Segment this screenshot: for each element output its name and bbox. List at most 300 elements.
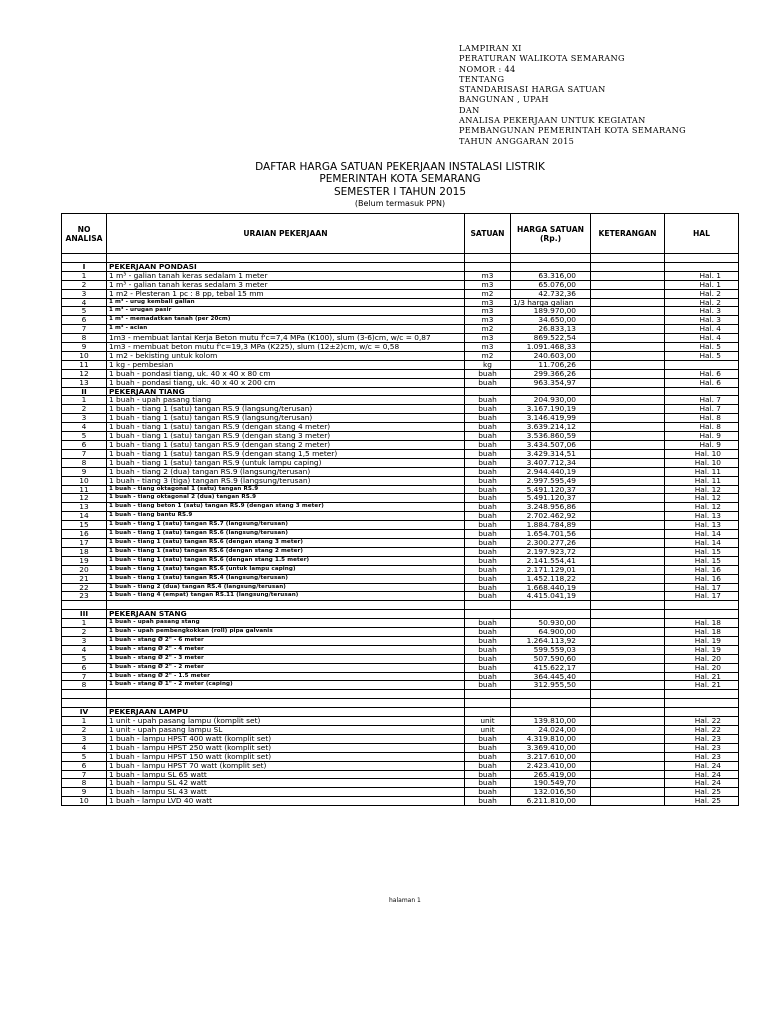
item-unit: buah — [465, 530, 511, 539]
table-row — [62, 628, 739, 637]
item-page-ref: Hal. 22 — [665, 725, 739, 734]
item-note — [591, 378, 665, 387]
table-row — [62, 547, 739, 556]
item-page-ref: Hal. 16 — [665, 574, 739, 583]
item-number: 9 — [62, 467, 107, 476]
item-number: 4 — [62, 423, 107, 432]
item-page-ref: Hal. 24 — [665, 761, 739, 770]
item-note — [591, 538, 665, 547]
item-description: 1 buah - tiang 1 (satu) tangan RS.9 (langsung/terusan) — [107, 405, 465, 414]
item-note — [591, 334, 665, 343]
item-unit: buah — [465, 378, 511, 387]
table-row — [62, 369, 739, 378]
item-number: 18 — [62, 547, 107, 556]
blank-row — [62, 699, 739, 708]
table-row — [62, 316, 739, 325]
item-price: 1.668.440,19 — [511, 583, 591, 592]
item-number: 7 — [62, 449, 107, 458]
item-note — [591, 654, 665, 663]
item-number: 16 — [62, 530, 107, 539]
item-number: 8 — [62, 681, 107, 690]
item-unit: buah — [465, 592, 511, 601]
empty-cell — [591, 610, 665, 619]
table-row — [62, 423, 739, 432]
item-price: 1/3 harga galian — [511, 298, 591, 307]
item-price: 1.452.118,22 — [511, 574, 591, 583]
item-price: 4.319.810,00 — [511, 734, 591, 743]
item-page-ref: Hal. 13 — [665, 512, 739, 521]
item-page-ref: Hal. 3 — [665, 316, 739, 325]
item-price: 139.810,00 — [511, 717, 591, 726]
item-price: 3.639.214,12 — [511, 423, 591, 432]
item-description: 1 buah - tiang 1 (satu) tangan RS.9 (dengan stang 4 meter) — [107, 423, 465, 432]
item-page-ref: Hal. 20 — [665, 654, 739, 663]
item-unit: buah — [465, 734, 511, 743]
item-description: 1 buah - lampu SL 43 watt — [107, 788, 465, 797]
table-row — [62, 574, 739, 583]
item-description: 1 buah - pondasi tiang, uk. 40 x 40 x 200 cm — [107, 378, 465, 387]
item-price: 2.423.410,00 — [511, 761, 591, 770]
item-note — [591, 788, 665, 797]
item-price: 3.146.419,99 — [511, 414, 591, 423]
section-row — [62, 708, 739, 717]
item-description: 1 buah - upah pasang stang — [107, 619, 465, 628]
item-description: 1 m³ - memadatkan tanah (per 20cm) — [107, 316, 465, 325]
item-price: 24.024,00 — [511, 725, 591, 734]
item-description: 1 buah - lampu HPST 70 watt (komplit set) — [107, 761, 465, 770]
empty-cell — [511, 690, 591, 699]
item-note — [591, 592, 665, 601]
item-price: 189.970,00 — [511, 307, 591, 316]
table-row — [62, 343, 739, 352]
item-note — [591, 681, 665, 690]
table-row — [62, 636, 739, 645]
item-note — [591, 298, 665, 307]
item-unit: unit — [465, 717, 511, 726]
item-number: 1 — [62, 271, 107, 280]
table-row — [62, 289, 739, 298]
item-description: 1 buah - tiang 1 (satu) tangan RS.4 (langsung/terusan) — [107, 574, 465, 583]
table-row — [62, 298, 739, 307]
item-note — [591, 325, 665, 334]
header-line: PEMBANGUNAN PEMERINTAH KOTA SEMARANG — [459, 125, 686, 136]
item-number: 6 — [62, 441, 107, 450]
item-number: 1 — [62, 619, 107, 628]
section-title: PEKERJAAN PONDASI — [107, 262, 465, 271]
empty-cell — [465, 690, 511, 699]
table-row — [62, 405, 739, 414]
item-note — [591, 458, 665, 467]
table-row — [62, 663, 739, 672]
item-number: 13 — [62, 503, 107, 512]
empty-cell — [107, 254, 465, 263]
item-number: 5 — [62, 752, 107, 761]
table-row — [62, 619, 739, 628]
empty-cell — [62, 254, 107, 263]
item-page-ref: Hal. 6 — [665, 378, 739, 387]
item-number: 2 — [62, 405, 107, 414]
item-price: 190.549,70 — [511, 779, 591, 788]
item-note — [591, 770, 665, 779]
empty-cell — [62, 601, 107, 610]
item-page-ref: Hal. 3 — [665, 307, 739, 316]
item-unit: kg — [465, 360, 511, 369]
item-page-ref: Hal. 16 — [665, 565, 739, 574]
empty-cell — [591, 387, 665, 396]
empty-cell — [591, 601, 665, 610]
item-number: 5 — [62, 307, 107, 316]
item-description: 1 buah - lampu LVD 40 watt — [107, 797, 465, 806]
item-price: 11.706,26 — [511, 360, 591, 369]
item-price: 3.248.956,86 — [511, 503, 591, 512]
item-number: 10 — [62, 797, 107, 806]
table-row — [62, 654, 739, 663]
item-unit: buah — [465, 369, 511, 378]
column-header-harga: HARGA SATUAN (Rp.) — [511, 214, 591, 254]
item-number: 5 — [62, 432, 107, 441]
empty-cell — [665, 262, 739, 271]
document-title-block — [0, 161, 768, 209]
blank-row — [62, 254, 739, 263]
item-price: 2.702.462,92 — [511, 512, 591, 521]
table-row — [62, 583, 739, 592]
item-note — [591, 485, 665, 494]
item-unit: buah — [465, 467, 511, 476]
item-description: 1 buah - pondasi tiang, uk. 40 x 40 x 80 cm — [107, 369, 465, 378]
section-row — [62, 262, 739, 271]
table-row — [62, 556, 739, 565]
empty-cell — [511, 610, 591, 619]
item-unit: buah — [465, 538, 511, 547]
item-price: 26.833,13 — [511, 325, 591, 334]
item-description: 1 buah - stang Ø 2" - 2 meter — [107, 663, 465, 672]
table-row — [62, 280, 739, 289]
item-price: 240.603,00 — [511, 351, 591, 360]
header-line: STANDARISASI HARGA SATUAN — [459, 84, 606, 95]
section-number: IV — [62, 708, 107, 717]
item-description: 1 buah - stang Ø 2" - 1.5 meter — [107, 672, 465, 681]
item-price: 3.167.190,19 — [511, 405, 591, 414]
item-note — [591, 271, 665, 280]
item-unit: buah — [465, 636, 511, 645]
item-note — [591, 636, 665, 645]
item-note — [591, 494, 665, 503]
item-description: 1 buah - stang Ø 2" - 3 meter — [107, 654, 465, 663]
empty-cell — [465, 610, 511, 619]
item-price: 1.884.784,89 — [511, 521, 591, 530]
table-row — [62, 592, 739, 601]
header-line: BANGUNAN , UPAH — [459, 94, 549, 105]
table-row — [62, 512, 739, 521]
item-page-ref: Hal. 13 — [665, 521, 739, 530]
item-unit: buah — [465, 432, 511, 441]
item-page-ref: Hal. 11 — [665, 476, 739, 485]
item-description: 1 buah - lampu SL 42 watt — [107, 779, 465, 788]
item-note — [591, 503, 665, 512]
table-row — [62, 325, 739, 334]
table-row — [62, 717, 739, 726]
item-note — [591, 752, 665, 761]
empty-cell — [465, 699, 511, 708]
table-row — [62, 743, 739, 752]
item-page-ref: Hal. 15 — [665, 547, 739, 556]
item-price: 42.732,36 — [511, 289, 591, 298]
item-note — [591, 360, 665, 369]
header-line: DAN — [459, 104, 480, 115]
item-number: 1 — [62, 396, 107, 405]
document-subtitle-city: PEMERINTAH KOTA SEMARANG — [319, 173, 481, 186]
item-note — [591, 743, 665, 752]
item-description: 1 buah - stang Ø 2" - 6 meter — [107, 636, 465, 645]
item-description: 1 buah - tiang 1 (satu) tangan RS.6 (dengan stang 1.5 meter) — [107, 556, 465, 565]
item-unit: buah — [465, 423, 511, 432]
item-page-ref: Hal. 7 — [665, 405, 739, 414]
item-description: 1 m³ - urug kembali galian — [107, 298, 465, 307]
item-number: 5 — [62, 654, 107, 663]
empty-cell — [591, 254, 665, 263]
section-number: I — [62, 262, 107, 271]
item-description: 1 buah - tiang 2 (dua) tangan RS.9 (langsung/terusan) — [107, 467, 465, 476]
item-unit: m2 — [465, 325, 511, 334]
table-row — [62, 458, 739, 467]
table-row — [62, 752, 739, 761]
item-price: 507.590,60 — [511, 654, 591, 663]
item-description: 1 unit - upah pasang lampu SL — [107, 725, 465, 734]
item-description: 1 buah - lampu HPST 150 watt (komplit set) — [107, 752, 465, 761]
item-note — [591, 761, 665, 770]
table-row — [62, 476, 739, 485]
item-note — [591, 574, 665, 583]
item-number: 6 — [62, 761, 107, 770]
item-page-ref: Hal. 4 — [665, 325, 739, 334]
item-number: 7 — [62, 770, 107, 779]
item-note — [591, 663, 665, 672]
item-unit: buah — [465, 494, 511, 503]
item-number: 12 — [62, 369, 107, 378]
item-number: 22 — [62, 583, 107, 592]
table-header-row — [62, 214, 739, 254]
item-page-ref: Hal. 23 — [665, 734, 739, 743]
item-price: 132.016,50 — [511, 788, 591, 797]
item-note — [591, 343, 665, 352]
item-unit: buah — [465, 485, 511, 494]
item-note — [591, 316, 665, 325]
empty-cell — [511, 601, 591, 610]
item-unit: buah — [465, 414, 511, 423]
item-unit: m3 — [465, 298, 511, 307]
item-number: 20 — [62, 565, 107, 574]
empty-cell — [107, 690, 465, 699]
item-note — [591, 583, 665, 592]
item-page-ref: Hal. 18 — [665, 619, 739, 628]
item-number: 4 — [62, 743, 107, 752]
table-row — [62, 378, 739, 387]
table-row — [62, 396, 739, 405]
item-description: 1m3 - membuat lantai Kerja Beton mutu f'c=7,4 MPa (K100), slum (3-6)cm, w/c = 0,87 — [107, 334, 465, 343]
empty-cell — [511, 699, 591, 708]
item-price: 312.955,50 — [511, 681, 591, 690]
item-page-ref: Hal. 20 — [665, 663, 739, 672]
item-unit: buah — [465, 788, 511, 797]
item-unit: buah — [465, 681, 511, 690]
item-unit: buah — [465, 761, 511, 770]
item-unit: buah — [465, 458, 511, 467]
item-price: 204.930,00 — [511, 396, 591, 405]
item-number: 8 — [62, 334, 107, 343]
item-unit: buah — [465, 441, 511, 450]
item-page-ref: Hal. 23 — [665, 752, 739, 761]
item-number: 23 — [62, 592, 107, 601]
item-description: 1 buah - tiang 1 (satu) tangan RS.9 (dengan stang 3 meter) — [107, 432, 465, 441]
item-number: 9 — [62, 788, 107, 797]
item-page-ref — [665, 360, 739, 369]
decree-header — [459, 43, 749, 146]
item-price: 3.536.860,59 — [511, 432, 591, 441]
table-row — [62, 734, 739, 743]
empty-cell — [107, 699, 465, 708]
item-description: 1 buah - stang Ø 2" - 4 meter — [107, 645, 465, 654]
item-description: 1 buah - tiang 1 (satu) tangan RS.6 (dengan stang 2 meter) — [107, 547, 465, 556]
item-page-ref: Hal. 8 — [665, 423, 739, 432]
item-price: 2.197.923,72 — [511, 547, 591, 556]
table-row — [62, 521, 739, 530]
empty-cell — [591, 708, 665, 717]
table-row — [62, 414, 739, 423]
empty-cell — [665, 387, 739, 396]
table-row — [62, 725, 739, 734]
item-description: 1 m³ - galian tanah keras sedalam 1 meter — [107, 271, 465, 280]
column-header-hal: HAL — [665, 214, 739, 254]
column-header-keterangan: KETERANGAN — [591, 214, 665, 254]
empty-cell — [465, 254, 511, 263]
section-row — [62, 610, 739, 619]
item-number: 4 — [62, 298, 107, 307]
item-number: 13 — [62, 378, 107, 387]
empty-cell — [465, 601, 511, 610]
item-price: 2.944.440,19 — [511, 467, 591, 476]
item-price: 6.211.810,00 — [511, 797, 591, 806]
item-page-ref: Hal. 10 — [665, 458, 739, 467]
item-price: 4.415.041,19 — [511, 592, 591, 601]
section-number: II — [62, 387, 107, 396]
item-number: 2 — [62, 725, 107, 734]
page-number: halaman 1 — [389, 897, 421, 904]
item-note — [591, 432, 665, 441]
item-unit: buah — [465, 556, 511, 565]
item-note — [591, 628, 665, 637]
item-number: 11 — [62, 360, 107, 369]
item-note — [591, 530, 665, 539]
item-note — [591, 734, 665, 743]
item-description: 1 m2 - bekisting untuk kolom — [107, 351, 465, 360]
item-page-ref: Hal. 12 — [665, 485, 739, 494]
item-note — [591, 717, 665, 726]
item-number: 21 — [62, 574, 107, 583]
item-page-ref: Hal. 8 — [665, 414, 739, 423]
item-page-ref: Hal. 7 — [665, 396, 739, 405]
item-unit: buah — [465, 797, 511, 806]
item-unit: unit — [465, 725, 511, 734]
item-unit: m2 — [465, 351, 511, 360]
item-page-ref: Hal. 24 — [665, 770, 739, 779]
item-note — [591, 414, 665, 423]
item-note — [591, 307, 665, 316]
item-price: 5.491.120,37 — [511, 485, 591, 494]
empty-cell — [665, 708, 739, 717]
item-page-ref: Hal. 14 — [665, 530, 739, 539]
header-line: NOMOR : 44 — [459, 63, 516, 74]
section-title: PEKERJAAN STANG — [107, 610, 465, 619]
item-price: 65.076,00 — [511, 280, 591, 289]
item-price: 1.264.113,92 — [511, 636, 591, 645]
section-number: III — [62, 610, 107, 619]
item-description: 1 buah - stang Ø 1" - 2 meter (caping) — [107, 681, 465, 690]
item-price: 34.650,00 — [511, 316, 591, 325]
item-note — [591, 289, 665, 298]
item-description: 1 buah - tiang 3 (tiga) tangan RS.9 (langsung/terusan) — [107, 476, 465, 485]
item-unit: buah — [465, 779, 511, 788]
item-description: 1 kg - pembesian — [107, 360, 465, 369]
item-number: 7 — [62, 325, 107, 334]
item-page-ref: Hal. 2 — [665, 289, 739, 298]
empty-cell — [511, 708, 591, 717]
item-description: 1 buah - upah pembengkokkan (roll) pipa galvanis — [107, 628, 465, 637]
item-price: 1.091.468,33 — [511, 343, 591, 352]
item-number: 10 — [62, 351, 107, 360]
item-number: 12 — [62, 494, 107, 503]
item-unit: buah — [465, 512, 511, 521]
item-number: 8 — [62, 458, 107, 467]
table-row — [62, 432, 739, 441]
table-row — [62, 770, 739, 779]
header-line: ANALISA PEKERJAAN UNTUK KEGIATAN — [459, 115, 646, 126]
empty-cell — [591, 690, 665, 699]
item-description: 1 buah - tiang 1 (satu) tangan RS.6 (langsung/terusan) — [107, 530, 465, 539]
item-note — [591, 476, 665, 485]
empty-cell — [465, 708, 511, 717]
item-unit: buah — [465, 752, 511, 761]
item-description: 1 buah - tiang 1 (satu) tangan RS.7 (langsung/terusan) — [107, 521, 465, 530]
item-note — [591, 521, 665, 530]
table-row — [62, 307, 739, 316]
document-note: (Belum termasuk PPN) — [354, 199, 446, 209]
item-unit: buah — [465, 583, 511, 592]
item-price: 2.171.129,01 — [511, 565, 591, 574]
item-description: 1 buah - tiang beton 1 (satu) tangan RS.9 (dengan stang 3 meter) — [107, 503, 465, 512]
item-page-ref: Hal. 21 — [665, 672, 739, 681]
item-price: 3.217.610,00 — [511, 752, 591, 761]
item-price: 63.316,00 — [511, 271, 591, 280]
empty-cell — [62, 699, 107, 708]
item-price: 3.407.712,34 — [511, 458, 591, 467]
item-price: 3.369.410,00 — [511, 743, 591, 752]
item-number: 3 — [62, 734, 107, 743]
item-price: 299.366,26 — [511, 369, 591, 378]
item-price: 2.997.595,49 — [511, 476, 591, 485]
item-number: 15 — [62, 521, 107, 530]
item-page-ref: Hal. 4 — [665, 334, 739, 343]
item-description: 1 buah - tiang 1 (satu) tangan RS.9 (untuk lampu caping) — [107, 458, 465, 467]
item-note — [591, 779, 665, 788]
item-unit: buah — [465, 619, 511, 628]
item-price: 869.522,54 — [511, 334, 591, 343]
item-unit: buah — [465, 521, 511, 530]
item-description: 1 buah - tiang 1 (satu) tangan RS.9 (dengan stang 2 meter) — [107, 441, 465, 450]
item-unit: buah — [465, 663, 511, 672]
item-number: 1 — [62, 717, 107, 726]
item-price: 963.354,97 — [511, 378, 591, 387]
item-page-ref: Hal. 17 — [665, 592, 739, 601]
